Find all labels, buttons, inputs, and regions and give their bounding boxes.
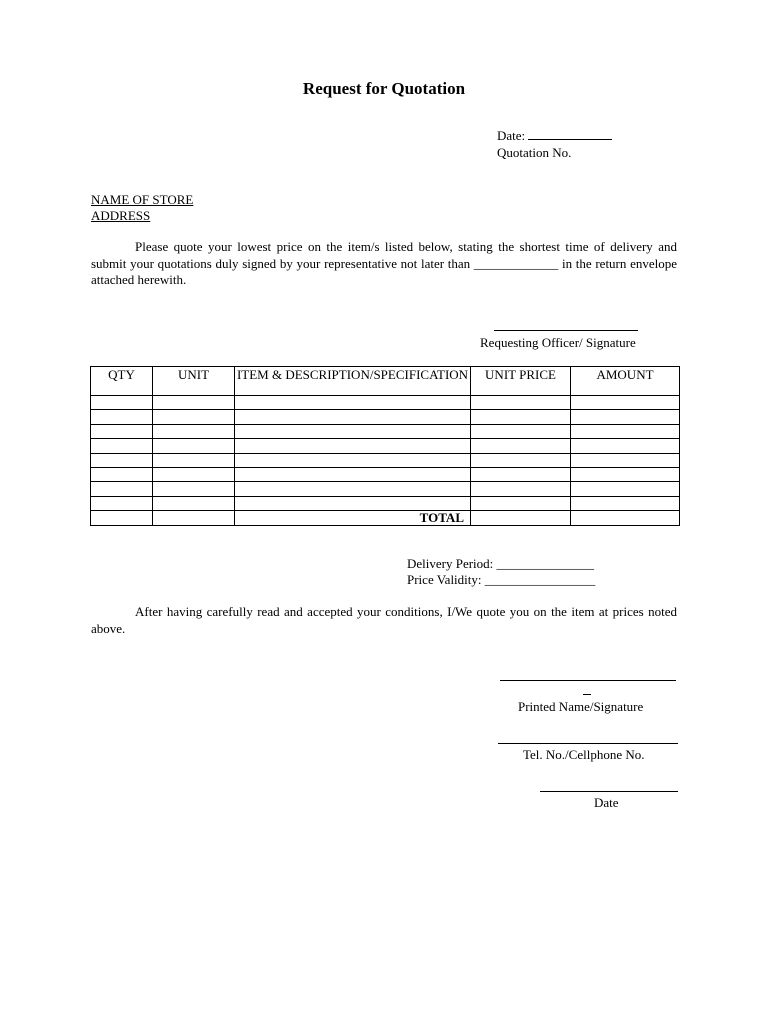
date-blank-line [528,128,612,140]
cell-item[interactable] [235,396,471,410]
table-row [91,439,680,453]
cell-unit[interactable] [153,467,235,481]
date-signature-label: Date [594,795,619,810]
header-amount: AMOUNT [571,367,680,396]
date-signature-line [540,791,678,792]
cell-qty[interactable] [91,439,153,453]
table-row [91,496,680,510]
table-row [91,410,680,424]
date-label: Date: [497,128,526,143]
cell-item[interactable] [235,410,471,424]
header-unit: UNIT [153,367,235,396]
price-validity-field: Price Validity: _________________ [407,572,596,587]
cell-qty[interactable] [91,453,153,467]
header-unit-price: UNIT PRICE [471,367,571,396]
cell-unit-price[interactable] [471,424,571,438]
cell-unit[interactable] [153,496,235,510]
cell-amount[interactable] [571,439,680,453]
header-item-description: ITEM & DESCRIPTION/SPECIFICATION [235,367,471,396]
cell-unit-price[interactable] [471,482,571,496]
cell-item[interactable] [235,496,471,510]
cell-qty[interactable] [91,424,153,438]
cell-unit[interactable] [153,424,235,438]
request-paragraph: Please quote your lowest price on the item/s listed below, stating the shortest time of delivery and submit your quotations duly signed by your representative not later than _____________ in the return envelope attached herewith. [91,239,677,287]
document-title: Request for Quotation [302,79,466,98]
cell-unit-price[interactable] [471,439,571,453]
store-name: NAME OF STORE [91,192,194,207]
quotation-no-label: Quotation No. [497,145,572,160]
cell-unit [153,511,235,525]
cell-amount[interactable] [571,410,680,424]
cell-item[interactable] [235,424,471,438]
cell-item[interactable] [235,467,471,481]
items-table [90,366,680,526]
cell-qty [91,511,153,525]
cell-unit-price[interactable] [471,410,571,424]
table-row [91,424,680,438]
total-label: TOTAL [235,511,471,525]
cell-item[interactable] [235,439,471,453]
cell-qty[interactable] [91,482,153,496]
cell-amount[interactable] [571,424,680,438]
printed-name-signature-line [500,680,676,681]
cell-amount[interactable] [571,467,680,481]
cell-total-amount[interactable] [571,511,680,525]
cell-amount[interactable] [571,396,680,410]
table-row [91,467,680,481]
printed-name-label: Printed Name/Signature [518,699,644,714]
cell-item[interactable] [235,453,471,467]
tel-signature-line [498,743,678,744]
acceptance-paragraph: After having carefully read and accepted your conditions, I/We quote you on the item at prices noted above. [91,604,677,636]
tel-label: Tel. No./Cellphone No. [523,747,645,762]
requesting-officer-label: Requesting Officer/ Signature [480,335,636,350]
cell-qty[interactable] [91,410,153,424]
header-qty: QTY [91,367,153,396]
cell-unit[interactable] [153,439,235,453]
cell-qty[interactable] [91,396,153,410]
cell-amount[interactable] [571,453,680,467]
table-row [91,453,680,467]
cell-amount[interactable] [571,482,680,496]
cell-unit-price[interactable] [471,396,571,410]
table-row [91,482,680,496]
cell-unit[interactable] [153,410,235,424]
date-field [497,128,612,144]
delivery-period-field: Delivery Period: _______________ [407,556,595,571]
cell-total-unit-price[interactable] [471,511,571,525]
table-total-row [91,511,680,525]
signature-dash-mark [583,694,591,695]
cell-qty[interactable] [91,467,153,481]
table-row [91,396,680,410]
cell-unit[interactable] [153,453,235,467]
cell-unit-price[interactable] [471,467,571,481]
cell-amount[interactable] [571,496,680,510]
cell-qty[interactable] [91,496,153,510]
cell-item[interactable] [235,482,471,496]
cell-unit[interactable] [153,396,235,410]
cell-unit[interactable] [153,482,235,496]
requesting-officer-signature-line [494,330,638,331]
store-address: ADDRESS [91,208,151,223]
cell-unit-price[interactable] [471,453,571,467]
table-header-row [91,367,680,396]
cell-unit-price[interactable] [471,496,571,510]
